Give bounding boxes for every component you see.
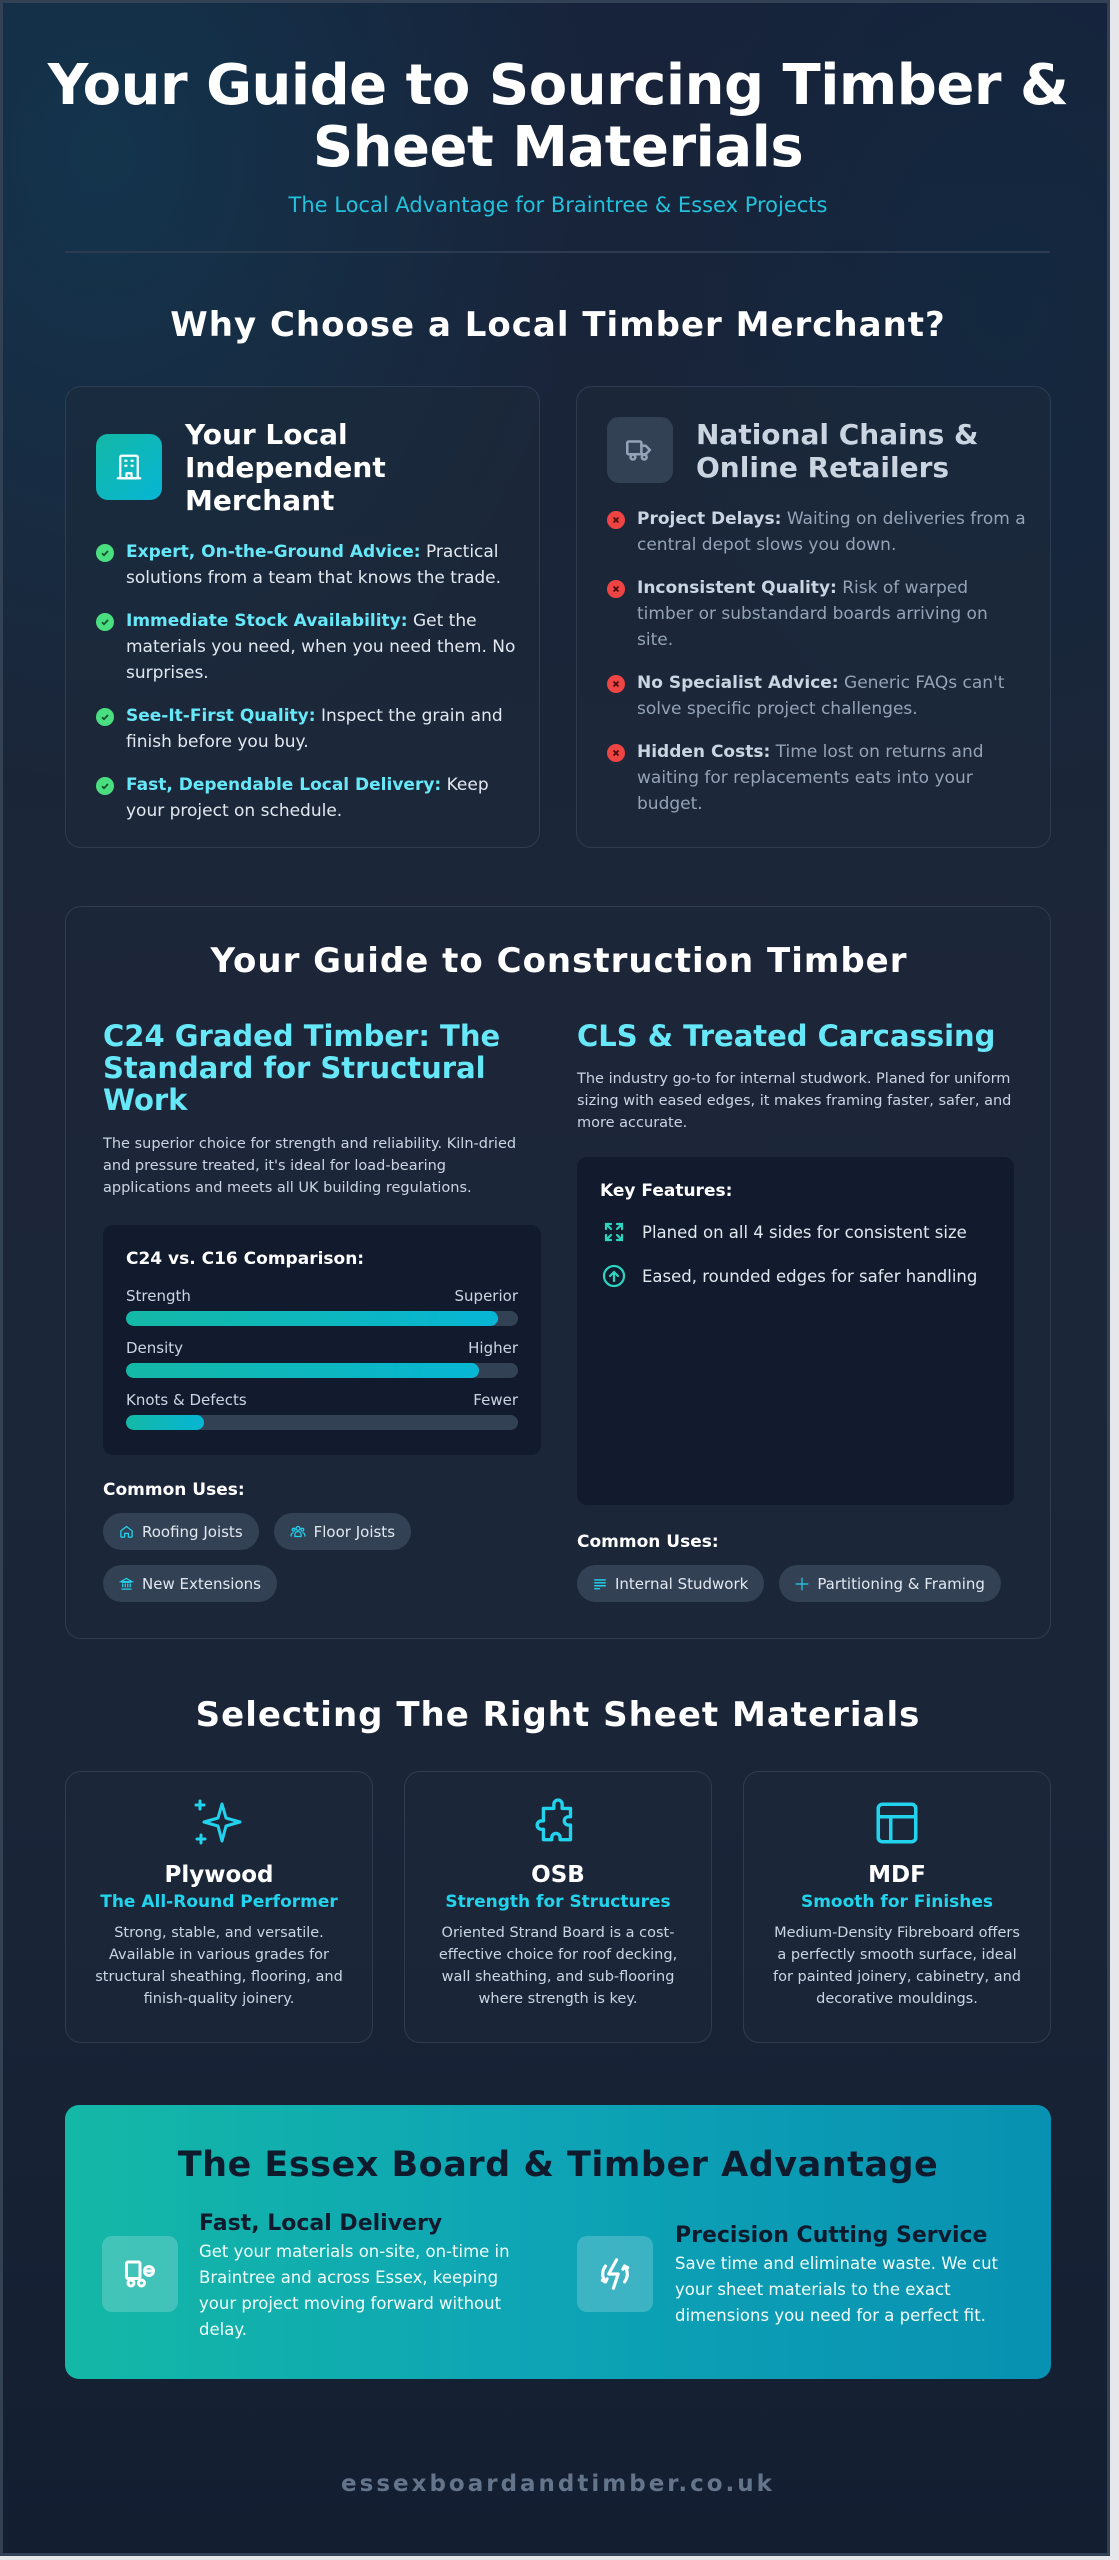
list-item: Inconsistent Quality: Risk of warped timber or substandard boards arriving on site. xyxy=(607,575,1027,653)
feature-eased-edges: Eased, rounded edges for safer handling xyxy=(602,1264,977,1288)
use-pill-new-extensions: New Extensions xyxy=(103,1565,277,1602)
comparison-title: C24 vs. C16 Comparison: xyxy=(126,1249,365,1269)
national-card-title: National Chains & Online Retailers xyxy=(696,418,979,484)
list-item: Fast, Dependable Local Delivery: Keep your project on schedule. xyxy=(96,772,516,824)
x-circle-icon xyxy=(607,744,625,762)
puzzle-icon xyxy=(405,1798,711,1854)
c24-comparison-chart xyxy=(103,1225,541,1455)
sheet-card-mdf: MDF Smooth for Finishes Medium-Density Fibreboard offers a perfectly smooth surface, ideal for painted joinery, cabinetry, and decorative mouldings. xyxy=(743,1771,1051,2043)
sheet-card-plywood: Plywood The All-Round Performer Strong, stable, and versatile. Available in various grades for structural sheathing, flooring, and finish-quality joinery. xyxy=(65,1771,373,2043)
arrow-up-circle-icon xyxy=(602,1264,626,1288)
use-pill-floor-joists: Floor Joists xyxy=(274,1513,411,1550)
local-merchant-card xyxy=(65,386,540,848)
advantage-cutting-text: Save time and eliminate waste. We cut your sheet materials to the exact dimensions you need for a perfect fit. xyxy=(675,2254,999,2325)
c24-uses-title: Common Uses: xyxy=(103,1480,245,1500)
bar-density: Density Higher xyxy=(126,1339,518,1378)
c24-uses-list xyxy=(103,1513,543,1602)
home-icon xyxy=(119,1524,134,1539)
list-item: See-It-First Quality: Inspect the grain and finish before you buy. xyxy=(96,703,516,755)
bar-fill-density xyxy=(126,1363,479,1378)
sheet-card-osb: OSB Strength for Structures Oriented Strand Board is a cost-effective choice for roof decking, wall sheathing, and sub-flooring where strength is key. xyxy=(404,1771,712,2043)
cls-key-features-box xyxy=(577,1157,1014,1505)
building-columns-icon xyxy=(119,1576,134,1591)
list-item: Immediate Stock Availability: Get the materials you need, when you need them. No surprises. xyxy=(96,608,516,686)
use-pill-roofing-joists: Roofing Joists xyxy=(103,1513,259,1550)
x-circle-icon xyxy=(607,675,625,693)
check-circle-icon xyxy=(96,544,114,562)
local-card-title: Your Local Independent Merchant xyxy=(185,418,386,517)
list-item: Expert, On-the-Ground Advice: Practical solutions from a team that knows the trade. xyxy=(96,539,516,591)
list-item: No Specialist Advice: Generic FAQs can't solve specific project challenges. xyxy=(607,670,1027,722)
check-circle-icon xyxy=(96,777,114,795)
page-subtitle: The Local Advantage for Braintree & Essex Projects xyxy=(288,193,828,217)
bar-fill-strength xyxy=(126,1311,498,1326)
list-item: Hidden Costs: Time lost on returns and waiting for replacements eats into your budget. xyxy=(607,739,1027,817)
lines-icon xyxy=(593,1577,607,1591)
truck-icon xyxy=(607,417,673,483)
building-icon xyxy=(96,434,162,500)
advantage-delivery-heading: Fast, Local Delivery xyxy=(199,2211,443,2236)
national-chains-card xyxy=(576,386,1051,848)
cls-uses-list xyxy=(577,1565,1027,1602)
advantage-banner xyxy=(65,2105,1051,2379)
sheet-materials-title: Selecting The Right Sheet Materials xyxy=(195,1695,921,1735)
bar-strength: Strength Superior xyxy=(126,1287,518,1326)
advantage-cutting-heading: Precision Cutting Service xyxy=(675,2223,988,2248)
advantage-delivery-text: Get your materials on-site, on-time in Braintree and across Essex, keeping your project moving forward without delay. xyxy=(199,2242,510,2339)
cls-uses-title: Common Uses: xyxy=(577,1532,719,1552)
bar-fill-knots xyxy=(126,1415,204,1430)
c24-heading: C24 Graded Timber: The Standard for Structural Work xyxy=(103,1019,501,1117)
c24-description: The superior choice for strength and reliability. Kiln-dried and pressure treated, it's ideal for load-bearing applications and meets all UK building regulations. xyxy=(103,1136,517,1196)
footer-website[interactable]: essexboardandtimber.co.uk xyxy=(341,2471,775,2497)
expand-arrows-icon xyxy=(602,1220,626,1244)
list-item: Project Delays: Waiting on deliveries from a central depot slows you down. xyxy=(607,506,1027,558)
use-pill-internal-studwork: Internal Studwork xyxy=(577,1565,764,1602)
construction-title: Your Guide to Construction Timber xyxy=(210,941,908,981)
x-circle-icon xyxy=(607,511,625,529)
cls-description: The industry go-to for internal studwork. Planed for uniform sizing with eased edges, it makes framing faster, safer, and more accurate. xyxy=(577,1071,1012,1131)
use-pill-partitioning-framing: Partitioning & Framing xyxy=(779,1565,1001,1602)
why-local-title: Why Choose a Local Timber Merchant? xyxy=(170,305,946,345)
divider xyxy=(65,251,1050,253)
page-title: Your Guide to Sourcing Timber & Sheet Materials xyxy=(47,53,1069,180)
sparkles-icon xyxy=(66,1798,372,1854)
zap-cycle-icon xyxy=(577,2236,653,2312)
bar-knots: Knots & Defects Fewer xyxy=(126,1391,518,1430)
national-drawbacks-list xyxy=(607,506,1027,817)
cls-heading: CLS & Treated Carcassing xyxy=(577,1019,996,1053)
local-benefits-list xyxy=(96,539,516,824)
feature-planed: Planed on all 4 sides for consistent size xyxy=(602,1220,967,1244)
advantage-title: The Essex Board & Timber Advantage xyxy=(177,2145,939,2185)
delivery-truck-icon xyxy=(102,2236,178,2312)
plus-icon xyxy=(795,1577,809,1591)
check-circle-icon xyxy=(96,613,114,631)
x-circle-icon xyxy=(607,580,625,598)
check-circle-icon xyxy=(96,708,114,726)
construction-timber-panel xyxy=(65,906,1051,1639)
key-features-title: Key Features: xyxy=(600,1181,733,1201)
layout-panel-icon xyxy=(744,1798,1050,1854)
users-icon xyxy=(290,1524,306,1539)
